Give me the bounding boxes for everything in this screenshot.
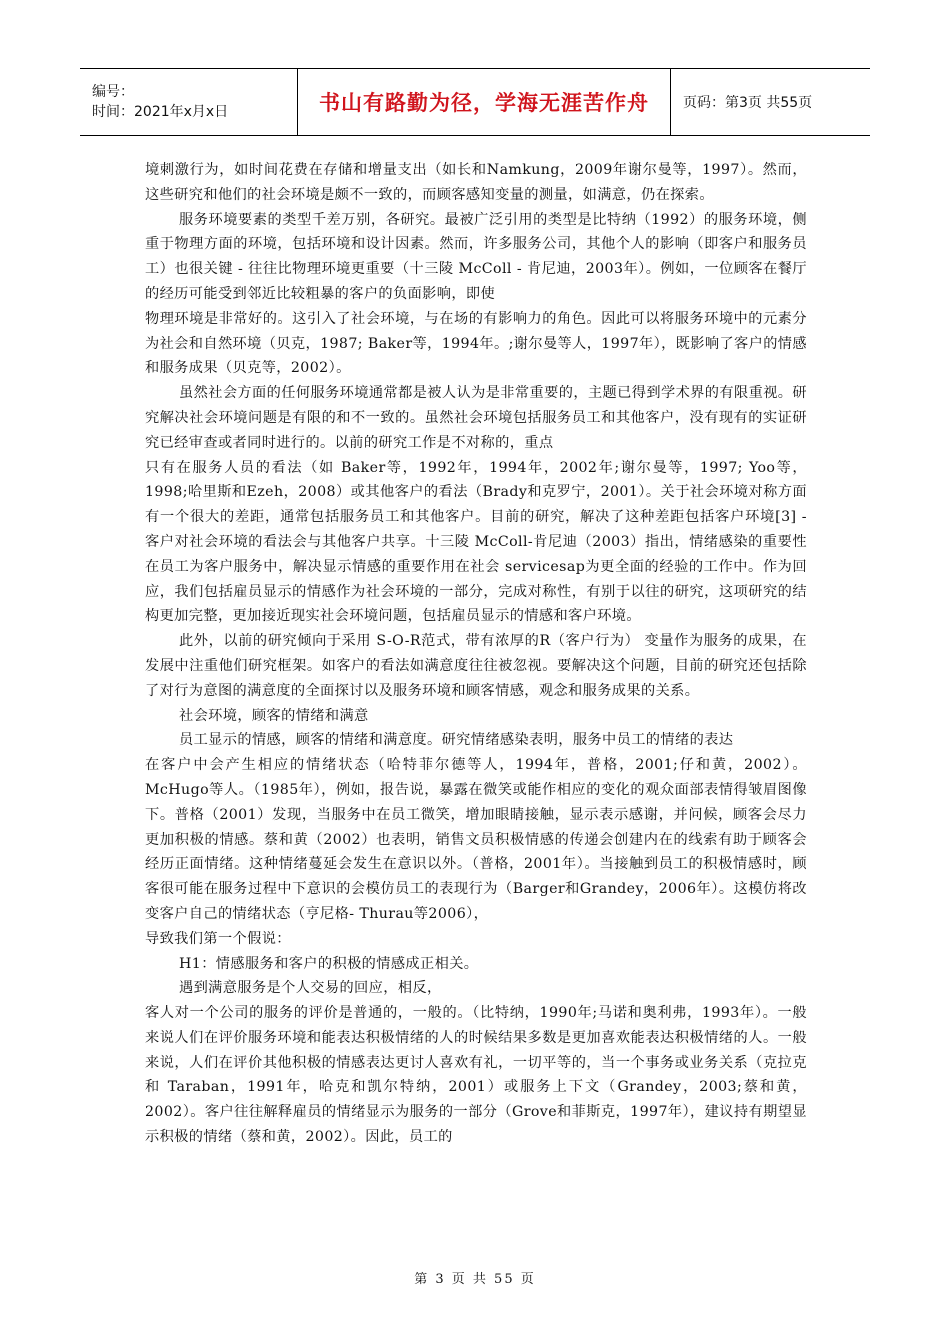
page-footer: 第 3 页 共 55 页 <box>414 1272 536 1287</box>
page-header <box>80 68 870 136</box>
header-page-cell <box>671 69 871 136</box>
hypothesis: H1：情感服务和客户的积极的情感成正相关。 <box>179 955 479 972</box>
paragraph: 导致我们第一个假说： <box>145 930 291 947</box>
header-motto: 书山有路勤为径，学海无涯苦作舟 <box>319 91 649 115</box>
paragraph: 物理环境是非常好的。这引入了社会环境，与在场的有影响力的角色。因此可以将服务环境中的元素分为社会和自然环境（贝克，1987; Baker等，1994年。;谢尔曼等人，1997年），既影响了客户的情感和服务成果（贝克等，2002）。 <box>145 310 807 377</box>
paragraph: 虽然社会方面的任何服务环境通常都是被人认为是非常重要的，主题已得到学术界的有限重视。研究解决社会环境问题是有限的和不一致的。虽然社会环境包括服务员工和其他客户，没有现有的实证研究已经审查或者同时进行的。以前的研究工作是不对称的，重点 <box>145 385 807 451</box>
paragraph: 遇到满意服务是个人交易的回应，相反， <box>179 980 442 997</box>
header-motto-cell <box>298 69 671 136</box>
paragraph: 员工显示的情感，顾客的情绪和满意度。研究情绪感染表明，服务中员工的情绪的表达 <box>179 732 734 749</box>
header-meta-cell <box>80 69 298 136</box>
paragraph: 服务环境要素的类型千差万别，各研究。最被广泛引用的类型是比特纳（1992）的服务环境，侧重于物理方面的环境，包括环境和设计因素。然而，许多服务公司，其他个人的影响（即客户和服务员工）也很关键 - 往往比物理环境更重要（十三陵 McColl - 肯尼迪，2003年）。例如，一位顾客在餐厅的经历可能受到邻近比较粗暴的客户的负面影响，即使 <box>145 211 807 302</box>
paragraph: 只有在服务人员的看法（如 Baker等，1992年，1994年，2002年;谢尔曼等，1997; Yoo等，1998;哈里斯和Ezeh，2008）或其他客户的看法（Brady和克罗宁，2001）。关于社会环境对称方面有一个很大的差距，通常包括服务员工和其他客户。目前的研究，解决了这种差距包括客户环境[3] - 客户对社会环境的看法会与其他客户共享。十三陵 McColl-肯尼迪（2003）指出，情绪感染的重要性在员工为客户服务中，解决显示情感的重要作用在社会 servicesap为更全面的经验的工作中。作为回应，我们包括雇员显示的情感作为社会环境的一部分，完成对称性，有别于以往的研究，这项研究的结构更加完整，更加接近现实社会环境问题，包括雇员显示的情感和客户环境。 <box>145 459 807 625</box>
header-page-label: 页码：第3页 共55页 <box>683 95 813 111</box>
document-number-label: 编号： <box>92 84 134 100</box>
paragraph: 客人对一个公司的服务的评价是普通的，一般的。（比特纳，1990年;马诺和奥利弗，1993年）。一般来说人们在评价服务环境和能表达积极情绪的人的时候结果多数是更加喜欢能表达积极情绪的人。一般来说，人们在评价其他积极的情感表达更讨人喜欢有礼，一切平等的，当一个事务或业务关系（克拉克和 Taraban，1991年，哈克和凯尔特纳，2001）或服务上下文（Grandey，2003;蔡和黄，2002）。客户往往解释雇员的情绪显示为服务的一部分（Grove和菲斯克，1997年），建议持有期望显示积极的情绪（蔡和黄，2002）。因此，员工的 <box>145 1005 807 1146</box>
document-body <box>145 158 807 1150</box>
paragraph: 境刺激行为，如时间花费在存储和增量支出（如长和Namkung，2009年谢尔曼等，1997）。然而，这些研究和他们的社会环境是颇不一致的，而顾客感知变量的测量，如满意，仍在探索。 <box>145 162 807 203</box>
document-date-label: 时间：2021年x月x日 <box>92 104 229 120</box>
paragraph: 此外，以前的研究倾向于采用 S-O-R范式，带有浓厚的R（客户行为） 变量作为服务的成果，在发展中注重他们研究框架。如客户的看法如满意度往往被忽视。要解决这个问题，目前的研究还包括除了对行为意图的满意度的全面探讨以及服务环境和顾客情感，观念和服务成果的关系。 <box>145 633 807 699</box>
paragraph: 在客户中会产生相应的情绪状态（哈特菲尔德等人，1994年，普格，2001;仔和黄，2002）。McHugo等人。（1985年），例如，报告说，暴露在微笑或能作相应的变化的观众面部表情得皱眉图像下。普格（2001）发现，当服务中在员工微笑，增加眼睛接触，显示表示感谢，并问候，顾客会尽力更加积极的情感。蔡和黄（2002）也表明，销售文员积极情感的传递会创建内在的线索有助于顾客会经历正面情绪。这种情绪蔓延会发生在意识以外。（普格，2001年）。当接触到员工的积极情感时，顾客很可能在服务过程中下意识的会模仿员工的表现行为（Barger和Grandey，2006年）。这模仿将改变客户自己的情绪状态（亨尼格- Thurau等2006）， <box>145 757 807 922</box>
section-heading: 社会环境，顾客的情绪和满意 <box>179 707 369 724</box>
